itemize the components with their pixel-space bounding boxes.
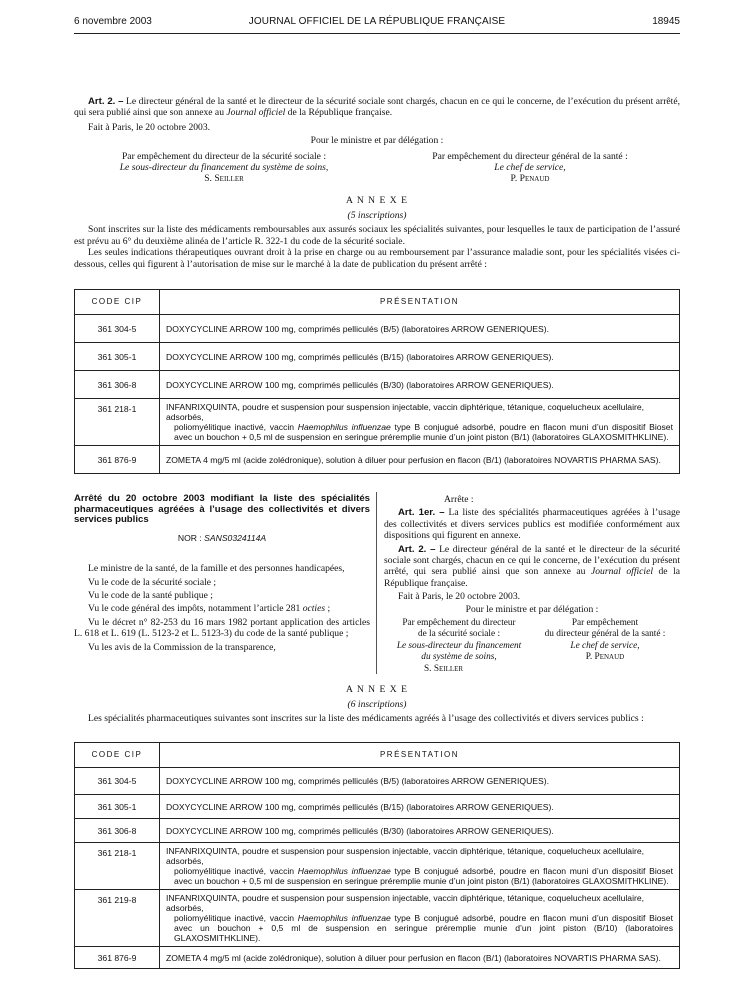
visa-2: Vu le code de la santé publique ; [88, 590, 213, 601]
cip-code: 361 305-1 [75, 795, 160, 819]
presentation: DOXYCYCLINE ARROW 100 mg, comprimés pelliculés (B/30) (laboratoires ARROW GENERIQUES). [160, 371, 680, 399]
second-signature-right: Par empêchement du directeur général de la santé : Le chef de service, P. Penaud [544, 618, 666, 663]
first-art2: Art. 2. – Le directeur général de la santé et le directeur de la sécurité sociale sont chargés, chacun en ce qui le concerne, de l’exécution du présent arrêté, qui sera publié ainsi que son annexe au Journal officiel de la République française. [74, 96, 681, 119]
presentation: DOXYCYCLINE ARROW 100 mg, comprimés pelliculés (B/5) (laboratoires ARROW GENERIQUES). [160, 315, 680, 343]
table-row [75, 343, 680, 371]
first-annexe-heading: A N N E X E [346, 194, 408, 206]
header-journal: JOURNAL OFFICIEL DE LA RÉPUBLIQUE FRANÇAISE [248, 16, 506, 27]
table-row [75, 843, 680, 890]
second-fait: Fait à Paris, le 20 octobre 2003. [398, 591, 521, 603]
header-date: 6 novembre 2003 [74, 16, 152, 27]
nor-line: NOR : SANS0324114A [177, 532, 267, 543]
presentation: INFANRIXQUINTA, poudre et suspension pour suspension injectable, vaccin diphtérique, tétanique, coquelucheux acellulaire, adsorbés, poliomyélitique inactivé, vaccin Haemophilus influenzae type B conjugué adsorbé, poudre en flacon muni d’un dispositif Bioset avec un bouchon + 0,5 ml de suspension en seringue préremplie munie d’un joint piston (B/1) (laboratoires GLAXOSMITHKLINE). [160, 399, 680, 446]
header-page-number: 18945 [652, 16, 680, 27]
second-annexe-heading: A N N E X E [346, 684, 408, 695]
cip-code: 361 306-8 [75, 371, 160, 399]
cip-code: 361 304-5 [75, 768, 160, 795]
visa-3: Vu le code général des impôts, notamment l’article 281 octies ; [88, 603, 331, 615]
second-decree-left-column [74, 494, 370, 653]
table-row [75, 795, 680, 819]
col-header-presentation: PRÉSENTATION [160, 743, 680, 768]
second-annex-table [74, 742, 680, 969]
first-decree-closing [74, 96, 680, 270]
first-annex-table [74, 289, 680, 474]
first-fait: Fait à Paris, le 20 octobre 2003. [88, 121, 211, 133]
presentation: ZOMETA 4 mg/5 ml (acide zolédronique), solution à diluer pour perfusion en flacon (B/1) (laboratoires NOVARTIS PHARMA SAS). [160, 947, 680, 969]
first-signatures [74, 151, 680, 185]
cip-code: 361 218-1 [75, 399, 160, 446]
table-row [75, 399, 680, 446]
cip-code: 361 219-8 [75, 890, 160, 947]
column-divider [376, 492, 377, 674]
table-row [75, 890, 680, 947]
table-row [75, 315, 680, 343]
second-signature-left: Par empêchement du directeur de la sécurité sociale : Le sous-directeur du financement du système de soins, [396, 618, 522, 663]
col-header-cip: CODE CIP [75, 290, 160, 315]
table-row [75, 947, 680, 969]
second-decree-title: Arrêté du 20 octobre 2003 modifiant la liste des spécialités pharmaceutiques agréées à l’usage des collectivités et divers services publics [74, 493, 370, 526]
second-art2: Art. 2. – Le directeur général de la santé et le directeur de la sécurité sociale sont chargés, chacun en ce qui le concerne, de l’exécution du présent arrêté, qui sera publié ainsi que son annexe au Journal officiel de la République française. [384, 543, 680, 589]
second-signature-name: S. Seiller [424, 664, 464, 674]
col-header-presentation: PRÉSENTATION [160, 290, 680, 315]
first-signature-right: Par empêchement du directeur général de la santé : Le chef de service, P. Penaud [432, 150, 628, 185]
second-annexe [74, 684, 680, 724]
second-decree-right-column [384, 494, 680, 664]
cip-code: 361 306-8 [75, 819, 160, 843]
first-intro-1: Sont inscrites sur la liste des médicaments remboursables aux assurés sociaux les spécialités suivantes, pour lesquelles le taux de participation de l’assuré est prévu au 6° du deuxième alinéa de l’article R. 322-1 du code de la sécurité sociale. [74, 224, 680, 247]
first-pour: Pour le ministre et par délégation : [310, 135, 444, 147]
visa-minister: Le ministre de la santé, de la famille et des personnes handicapées, [88, 563, 345, 575]
presentation: ZOMETA 4 mg/5 ml (acide zolédronique), solution à diluer pour perfusion en flacon (B/1) (laboratoires NOVARTIS PHARMA SAS). [160, 446, 680, 474]
header-rule [74, 33, 680, 34]
second-inscriptions: (6 inscriptions) [347, 699, 407, 711]
page-header [74, 16, 680, 30]
cip-code: 361 876-9 [75, 446, 160, 474]
visa-5: Vu les avis de la Commission de la transparence, [88, 641, 276, 653]
second-intro: Les spécialités pharmaceutiques suivantes sont inscrites sur la liste des médicaments agréés à l’usage des collectivités et divers services publics : [88, 712, 644, 724]
table-row [75, 819, 680, 843]
cip-code: 361 305-1 [75, 343, 160, 371]
col-header-cip: CODE CIP [75, 743, 160, 768]
table-row [75, 446, 680, 474]
table-row [75, 371, 680, 399]
presentation: INFANRIXQUINTA, poudre et suspension pour suspension injectable, vaccin diphtérique, tétanique, coquelucheux acellulaire, adsorbés, poliomyélitique inactivé, vaccin Haemophilus influenzae type B conjugué adsorbé, poudre en flacon muni d’un dispositif Bioset avec un bouchon + 0,5 ml de suspension en seringue préremplie munie d’un joint piston (B/1) (laboratoires GLAXOSMITHKLINE). [160, 843, 680, 890]
presentation: DOXYCYCLINE ARROW 100 mg, comprimés pelliculés (B/30) (laboratoires ARROW GENERIQUES). [160, 819, 680, 843]
arrete-label: Arrête : [444, 494, 474, 505]
visa-4: Vu le décret n° 82-253 du 16 mars 1982 portant application des articles L. 618 et L. 619 (L. 5123-2 et L. 5123-3) du code de la santé publique ; [74, 616, 370, 640]
first-intro-2: Les seules indications thérapeutiques ouvrant droit à la prise en charge ou au remboursement par l’assurance maladie sont, pour les spécialités visées ci-dessous, celles qui figurent à l’autorisation de mise sur le marché à la date de publication du présent arrêté : [74, 247, 680, 270]
table-header-row [75, 290, 680, 315]
table-row [75, 768, 680, 795]
second-art1: Art. 1er. – La liste des spécialités pharmaceutiques agréées à l’usage des collectivités et divers services publics est modifiée conformément aux dispositions qui figurent en annexe. [384, 507, 681, 542]
presentation: INFANRIXQUINTA, poudre et suspension pour suspension injectable, vaccin diphtérique, tétanique, coquelucheux acellulaire, adsorbés, poliomyélitique inactivé, vaccin Haemophilus influenzae type B conjugué adsorbé, poudre en flacon muni d’un dispositif Bioset avec un bouchon + 0,5 ml de suspension en seringue préremplie munie d’un joint piston (B/10) (laboratoires GLAXOSMITHKLINE). [160, 890, 680, 947]
presentation: DOXYCYCLINE ARROW 100 mg, comprimés pelliculés (B/15) (laboratoires ARROW GENERIQUES). [160, 795, 680, 819]
cip-code: 361 218-1 [75, 843, 160, 890]
table-header-row [75, 743, 680, 768]
first-signature-left: Par empêchement du directeur de la sécurité sociale : Le sous-directeur du financement du système de soins, S. Seiller [119, 150, 329, 185]
cip-code: 361 876-9 [75, 947, 160, 969]
presentation: DOXYCYCLINE ARROW 100 mg, comprimés pelliculés (B/5) (laboratoires ARROW GENERIQUES). [160, 768, 680, 795]
visa-1: Vu le code de la sécurité sociale ; [88, 576, 217, 588]
presentation: DOXYCYCLINE ARROW 100 mg, comprimés pelliculés (B/15) (laboratoires ARROW GENERIQUES). [160, 343, 680, 371]
cip-code: 361 304-5 [75, 315, 160, 343]
second-signatures [384, 618, 680, 664]
first-inscriptions: (5 inscriptions) [347, 210, 407, 222]
second-pour: Pour le ministre et par délégation : [465, 603, 599, 615]
